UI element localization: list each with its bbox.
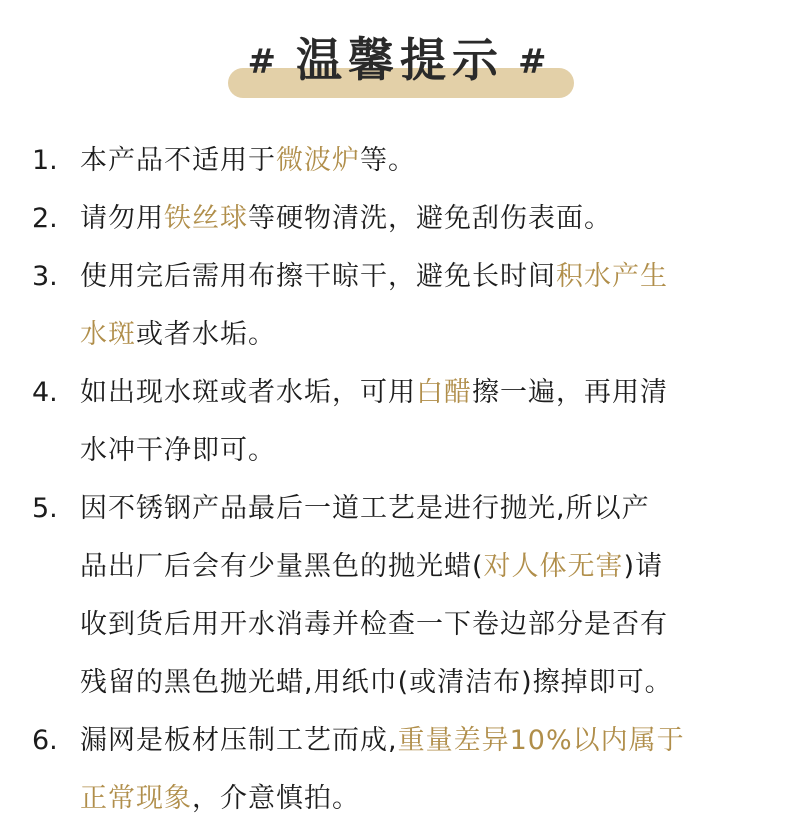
tip-text: 漏网是板材压制工艺而成, <box>80 725 398 756</box>
hash-right: # <box>518 42 553 82</box>
tip-number: 3. <box>32 261 58 292</box>
tip-line <box>0 422 800 480</box>
tip-line <box>0 306 800 364</box>
tip-text: ，介意慎拍。 <box>192 783 360 814</box>
tip-text: 本产品不适用于 <box>80 145 276 176</box>
tip-text: 因不锈钢产品最后一道工艺是进行抛光,所以产 <box>80 493 650 524</box>
tip-line <box>0 248 800 306</box>
tip-text: 使用完后需用布擦干晾干，避免长时间 <box>80 261 556 292</box>
tip-number: 5. <box>32 493 58 524</box>
tip-text: 擦一遍，再用清 <box>472 377 668 408</box>
tip-text: 等。 <box>360 145 416 176</box>
tip-text: )请 <box>623 551 664 582</box>
highlight-text: 白醋 <box>416 377 472 408</box>
highlight-text: 铁丝球 <box>164 203 248 234</box>
tip-text: 或者水垢。 <box>136 319 276 350</box>
tip-line <box>0 538 800 596</box>
highlight-text: 水斑 <box>80 319 136 350</box>
tip-line <box>0 770 800 828</box>
highlight-text: 重量差异10%以内属于 <box>397 725 685 756</box>
tip-line <box>0 132 800 190</box>
hash-left: # <box>247 42 282 82</box>
tip-line <box>0 712 800 770</box>
tip-text: 残留的黑色抛光蜡,用纸巾(或清洁布)擦掉即可。 <box>80 667 673 698</box>
highlight-text: 正常现象 <box>80 783 192 814</box>
highlight-text: 微波炉 <box>276 145 360 176</box>
tip-item <box>0 480 800 712</box>
highlight-text: 积水产生 <box>556 261 668 292</box>
tip-number: 1. <box>32 145 58 176</box>
tip-text: 品出厂后会有少量黑色的抛光蜡( <box>80 551 484 582</box>
tip-item <box>0 248 800 364</box>
tip-text: 请勿用 <box>80 203 164 234</box>
tips-list <box>0 132 800 828</box>
tip-text: 如出现水斑或者水垢，可用 <box>80 377 416 408</box>
title-text: 温馨提示 <box>296 33 504 87</box>
tip-line <box>0 364 800 422</box>
tip-item <box>0 364 800 480</box>
tip-text: 水冲干净即可。 <box>80 435 276 466</box>
page-title <box>0 30 800 92</box>
tip-item <box>0 712 800 828</box>
tip-number: 6. <box>32 725 58 756</box>
tip-line <box>0 480 800 538</box>
highlight-text: 对人体无害 <box>483 551 624 582</box>
tip-text: 等硬物清洗，避免刮伤表面。 <box>248 203 612 234</box>
tip-text: 收到货后用开水消毒并检查一下卷边部分是否有 <box>80 609 668 640</box>
tip-line <box>0 190 800 248</box>
tip-line <box>0 654 800 712</box>
tip-item <box>0 132 800 190</box>
tip-line <box>0 596 800 654</box>
tip-number: 4. <box>32 377 58 408</box>
tip-number: 2. <box>32 203 58 234</box>
tip-item <box>0 190 800 248</box>
header <box>0 0 800 110</box>
